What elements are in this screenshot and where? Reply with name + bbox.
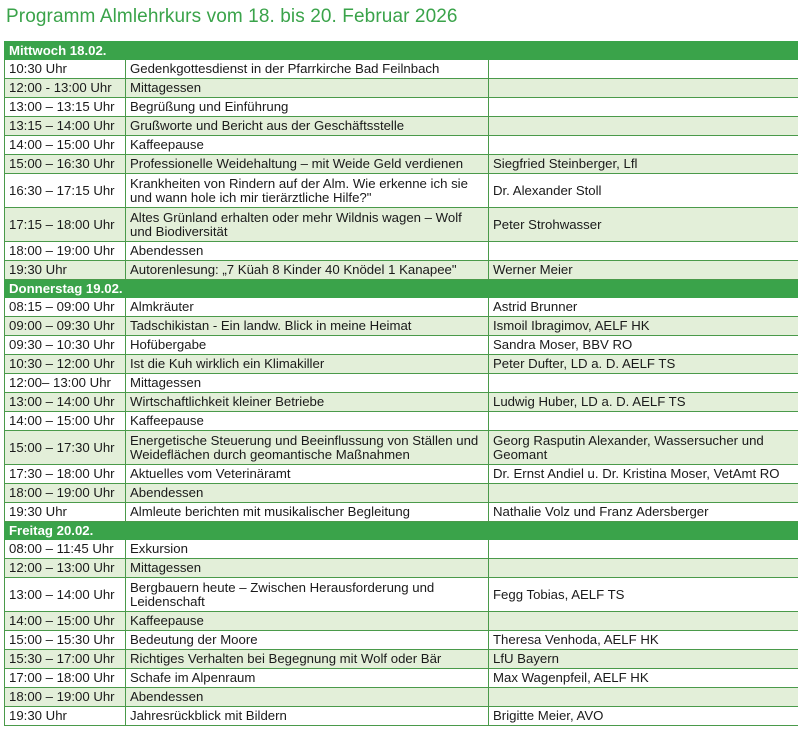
speaker-cell bbox=[489, 117, 798, 136]
topic-cell: Professionelle Weidehaltung – mit Weide Geld verdienen bbox=[126, 155, 489, 174]
time-cell: 18:00 – 19:00 Uhr bbox=[5, 688, 126, 707]
table-row bbox=[5, 431, 798, 465]
topic-cell: Jahresrückblick mit Bildern bbox=[126, 707, 489, 726]
speaker-cell bbox=[489, 242, 798, 261]
speaker-cell: Werner Meier bbox=[489, 261, 798, 280]
speaker-cell: Sandra Moser, BBV RO bbox=[489, 336, 798, 355]
time-cell: 14:00 – 15:00 Uhr bbox=[5, 412, 126, 431]
topic-cell: Begrüßung und Einführung bbox=[126, 98, 489, 117]
table-row bbox=[5, 578, 798, 612]
time-cell: 19:30 Uhr bbox=[5, 707, 126, 726]
topic-cell: Abendessen bbox=[126, 688, 489, 707]
table-row bbox=[5, 79, 798, 98]
table-row bbox=[5, 242, 798, 261]
table-row bbox=[5, 650, 798, 669]
topic-cell: Mittagessen bbox=[126, 374, 489, 393]
table-row bbox=[5, 393, 798, 412]
time-cell: 09:30 – 10:30 Uhr bbox=[5, 336, 126, 355]
table-row bbox=[5, 298, 798, 317]
speaker-cell bbox=[489, 612, 798, 631]
time-cell: 17:15 – 18:00 Uhr bbox=[5, 208, 126, 242]
page-title: Programm Almlehrkurs vom 18. bis 20. Februar 2026 bbox=[6, 6, 458, 27]
time-cell: 09:00 – 09:30 Uhr bbox=[5, 317, 126, 336]
time-cell: 19:30 Uhr bbox=[5, 261, 126, 280]
table-row bbox=[5, 631, 798, 650]
time-cell: 15:00 – 16:30 Uhr bbox=[5, 155, 126, 174]
topic-cell: Aktuelles vom Veterinäramt bbox=[126, 465, 489, 484]
time-cell: 13:15 – 14:00 Uhr bbox=[5, 117, 126, 136]
table-row bbox=[5, 559, 798, 578]
speaker-cell: Max Wagenpfeil, AELF HK bbox=[489, 669, 798, 688]
table-row bbox=[5, 612, 798, 631]
table-row bbox=[5, 374, 798, 393]
time-cell: 10:30 – 12:00 Uhr bbox=[5, 355, 126, 374]
topic-cell: Exkursion bbox=[126, 540, 489, 559]
time-cell: 10:30 Uhr bbox=[5, 60, 126, 79]
speaker-cell bbox=[489, 412, 798, 431]
table-row bbox=[5, 412, 798, 431]
speaker-cell: Theresa Venhoda, AELF HK bbox=[489, 631, 798, 650]
speaker-cell bbox=[489, 559, 798, 578]
speaker-cell: Astrid Brunner bbox=[489, 298, 798, 317]
topic-cell: Tadschikistan - Ein landw. Blick in meine Heimat bbox=[126, 317, 489, 336]
time-cell: 08:00 – 11:45 Uhr bbox=[5, 540, 126, 559]
table-row bbox=[5, 336, 798, 355]
topic-cell: Mittagessen bbox=[126, 559, 489, 578]
table-row bbox=[5, 117, 798, 136]
day-header-row bbox=[5, 280, 798, 298]
time-cell: 15:00 – 17:30 Uhr bbox=[5, 431, 126, 465]
table-row bbox=[5, 60, 798, 79]
topic-cell: Schafe im Alpenraum bbox=[126, 669, 489, 688]
topic-cell: Richtiges Verhalten bei Begegnung mit Wolf oder Bär bbox=[126, 650, 489, 669]
time-cell: 14:00 – 15:00 Uhr bbox=[5, 136, 126, 155]
time-cell: 12:00 – 13:00 Uhr bbox=[5, 559, 126, 578]
speaker-cell: Georg Rasputin Alexander, Wassersucher und Geomant bbox=[489, 431, 798, 465]
topic-cell: Kaffeepause bbox=[126, 612, 489, 631]
speaker-cell: Dr. Alexander Stoll bbox=[489, 174, 798, 208]
day-header-row bbox=[5, 522, 798, 540]
time-cell: 19:30 Uhr bbox=[5, 503, 126, 522]
speaker-cell bbox=[489, 79, 798, 98]
table-row bbox=[5, 174, 798, 208]
table-row bbox=[5, 465, 798, 484]
table-row bbox=[5, 98, 798, 117]
topic-cell: Kaffeepause bbox=[126, 136, 489, 155]
speaker-cell bbox=[489, 484, 798, 503]
topic-cell: Bedeutung der Moore bbox=[126, 631, 489, 650]
topic-cell: Krankheiten von Rindern auf der Alm. Wie erkenne ich sie und wann hole ich mir tierärztliche Hilfe?" bbox=[126, 174, 489, 208]
time-cell: 15:30 – 17:00 Uhr bbox=[5, 650, 126, 669]
topic-cell: Energetische Steuerung und Beeinflussung von Ställen und Weideflächen durch geomantische Maßnahmen bbox=[126, 431, 489, 465]
speaker-cell: Nathalie Volz und Franz Adersberger bbox=[489, 503, 798, 522]
table-row bbox=[5, 688, 798, 707]
topic-cell: Altes Grünland erhalten oder mehr Wildnis wagen – Wolf und Biodiversität bbox=[126, 208, 489, 242]
time-cell: 16:30 – 17:15 Uhr bbox=[5, 174, 126, 208]
topic-cell: Bergbauern heute – Zwischen Herausforderung und Leidenschaft bbox=[126, 578, 489, 612]
table-row bbox=[5, 669, 798, 688]
table-row bbox=[5, 317, 798, 336]
time-cell: 17:30 – 18:00 Uhr bbox=[5, 465, 126, 484]
day-header: Mittwoch 18.02. bbox=[5, 42, 798, 60]
topic-cell: Gedenkgottesdienst in der Pfarrkirche Bad Feilnbach bbox=[126, 60, 489, 79]
time-cell: 13:00 – 14:00 Uhr bbox=[5, 578, 126, 612]
speaker-cell: Peter Dufter, LD a. D. AELF TS bbox=[489, 355, 798, 374]
time-cell: 18:00 – 19:00 Uhr bbox=[5, 242, 126, 261]
topic-cell: Almleute berichten mit musikalischer Begleitung bbox=[126, 503, 489, 522]
time-cell: 17:00 – 18:00 Uhr bbox=[5, 669, 126, 688]
table-row bbox=[5, 355, 798, 374]
time-cell: 13:00 – 13:15 Uhr bbox=[5, 98, 126, 117]
time-cell: 12:00 - 13:00 Uhr bbox=[5, 79, 126, 98]
table-row bbox=[5, 503, 798, 522]
day-header: Donnerstag 19.02. bbox=[5, 280, 798, 298]
time-cell: 14:00 – 15:00 Uhr bbox=[5, 612, 126, 631]
speaker-cell: Siegfried Steinberger, Lfl bbox=[489, 155, 798, 174]
table-row bbox=[5, 208, 798, 242]
day-header: Freitag 20.02. bbox=[5, 522, 798, 540]
table-row bbox=[5, 136, 798, 155]
topic-cell: Ist die Kuh wirklich ein Klimakiller bbox=[126, 355, 489, 374]
topic-cell: Wirtschaftlichkeit kleiner Betriebe bbox=[126, 393, 489, 412]
speaker-cell: Fegg Tobias, AELF TS bbox=[489, 578, 798, 612]
time-cell: 18:00 – 19:00 Uhr bbox=[5, 484, 126, 503]
speaker-cell bbox=[489, 688, 798, 707]
program-table-body bbox=[5, 42, 798, 726]
speaker-cell: Ludwig Huber, LD a. D. AELF TS bbox=[489, 393, 798, 412]
speaker-cell: Ismoil Ibragimov, AELF HK bbox=[489, 317, 798, 336]
topic-cell: Hofübergabe bbox=[126, 336, 489, 355]
table-row bbox=[5, 484, 798, 503]
table-row bbox=[5, 707, 798, 726]
time-cell: 08:15 – 09:00 Uhr bbox=[5, 298, 126, 317]
time-cell: 12:00– 13:00 Uhr bbox=[5, 374, 126, 393]
speaker-cell bbox=[489, 98, 798, 117]
speaker-cell bbox=[489, 374, 798, 393]
table-row bbox=[5, 261, 798, 280]
table-row bbox=[5, 155, 798, 174]
time-cell: 15:00 – 15:30 Uhr bbox=[5, 631, 126, 650]
speaker-cell: LfU Bayern bbox=[489, 650, 798, 669]
speaker-cell bbox=[489, 136, 798, 155]
topic-cell: Abendessen bbox=[126, 484, 489, 503]
time-cell: 13:00 – 14:00 Uhr bbox=[5, 393, 126, 412]
topic-cell: Autorenlesung: „7 Küah 8 Kinder 40 Knödel 1 Kanapee" bbox=[126, 261, 489, 280]
topic-cell: Grußworte und Bericht aus der Geschäftsstelle bbox=[126, 117, 489, 136]
speaker-cell: Brigitte Meier, AVO bbox=[489, 707, 798, 726]
topic-cell: Almkräuter bbox=[126, 298, 489, 317]
topic-cell: Kaffeepause bbox=[126, 412, 489, 431]
table-row bbox=[5, 540, 798, 559]
speaker-cell bbox=[489, 60, 798, 79]
topic-cell: Mittagessen bbox=[126, 79, 489, 98]
topic-cell: Abendessen bbox=[126, 242, 489, 261]
program-table bbox=[4, 41, 798, 726]
day-header-row bbox=[5, 42, 798, 60]
speaker-cell: Peter Strohwasser bbox=[489, 208, 798, 242]
speaker-cell: Dr. Ernst Andiel u. Dr. Kristina Moser, VetAmt RO bbox=[489, 465, 798, 484]
speaker-cell bbox=[489, 540, 798, 559]
